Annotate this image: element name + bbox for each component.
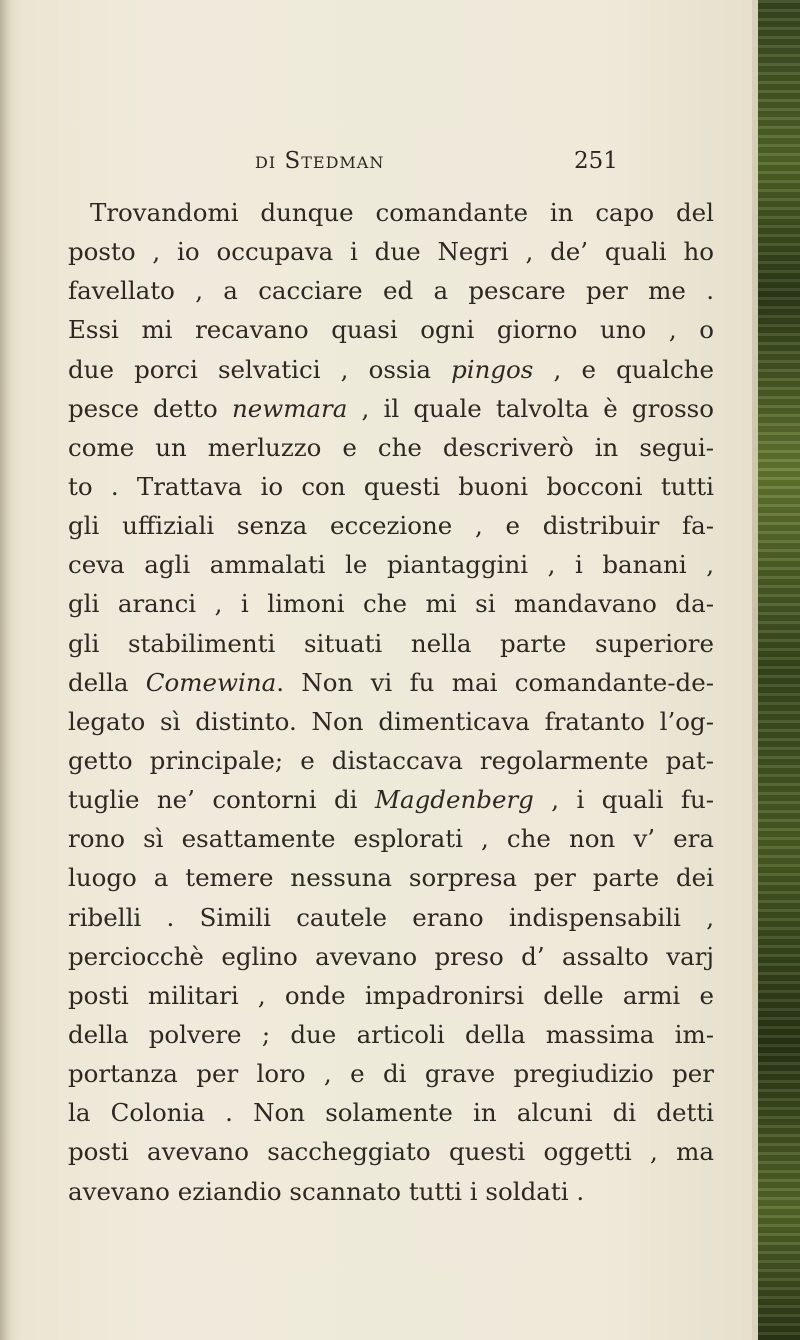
italic-term: newmara bbox=[231, 393, 348, 423]
italic-term: Magdenberg bbox=[374, 785, 534, 815]
book-cover-edge bbox=[752, 0, 800, 1340]
text-line: Essi mi recavano quasi ogni giorno uno , o bbox=[68, 315, 714, 345]
text-line: posti avevano saccheggiato questi oggetti , ma bbox=[68, 1137, 714, 1167]
text-line: portanza per loro , e di grave pregiudizio per bbox=[68, 1059, 714, 1089]
text-line: pesce detto newmara , il quale talvolta è grosso bbox=[68, 393, 714, 423]
text-line: tuglie ne’ contorni di Magdenberg , i quali fu- bbox=[68, 785, 715, 815]
text-line: legato sì distinto. Non dimenticava fratanto l’og- bbox=[68, 706, 714, 736]
text-line: gli uffiziali senza eccezione , e distribuir fa- bbox=[68, 511, 714, 541]
text-line: favellato , a cacciare ed a pescare per me . bbox=[68, 276, 714, 306]
page-gutter-shadow bbox=[0, 0, 12, 1340]
text-line: getto principale; e distaccava regolarmente pat- bbox=[68, 745, 714, 775]
text-line: Trovandomi dunque comandante in capo del bbox=[90, 198, 714, 227]
body-text bbox=[68, 193, 714, 1211]
text-line: ribelli . Simili cautele erano indispensabili , bbox=[68, 902, 714, 932]
page-number: 251 bbox=[574, 148, 618, 174]
text-line: gli stabilimenti situati nella parte superiore bbox=[68, 628, 714, 658]
text-line: come un merluzzo e che descriverò in segui- bbox=[68, 432, 714, 462]
text-line: luogo a temere nessuna sorpresa per parte dei bbox=[68, 863, 714, 893]
text-line: rono sì esattamente esplorati , che non v’ era bbox=[68, 824, 714, 854]
running-title: di Stedman bbox=[255, 148, 385, 174]
text-line: posto , io occupava i due Negri , de’ quali ho bbox=[68, 237, 714, 267]
italic-term: Comewina bbox=[145, 667, 277, 697]
italic-term: pingos bbox=[451, 354, 534, 384]
text-line: avevano eziandio scannato tutti i soldati . bbox=[68, 1176, 585, 1206]
text-line: la Colonia . Non solamente in alcuni di detti bbox=[68, 1098, 714, 1128]
text-line: gli aranci , i limoni che mi si mandavano da- bbox=[68, 589, 714, 619]
text-line: to . Trattava io con questi buoni bocconi tutti bbox=[68, 471, 714, 501]
text-line: ceva agli ammalati le piantaggini , i banani , bbox=[68, 550, 714, 580]
text-line: due porci selvatici , ossia pingos , e qualche bbox=[68, 354, 714, 384]
page-header bbox=[0, 148, 752, 184]
text-line: della Comewina. Non vi fu mai comandante-de- bbox=[68, 667, 714, 697]
text-line: perciocchè eglino avevano preso d’ assalto varj bbox=[68, 941, 714, 971]
text-line: della polvere ; due articoli della massima im- bbox=[68, 1019, 714, 1049]
text-line: posti militari , onde impadronirsi delle armi e bbox=[68, 980, 714, 1010]
